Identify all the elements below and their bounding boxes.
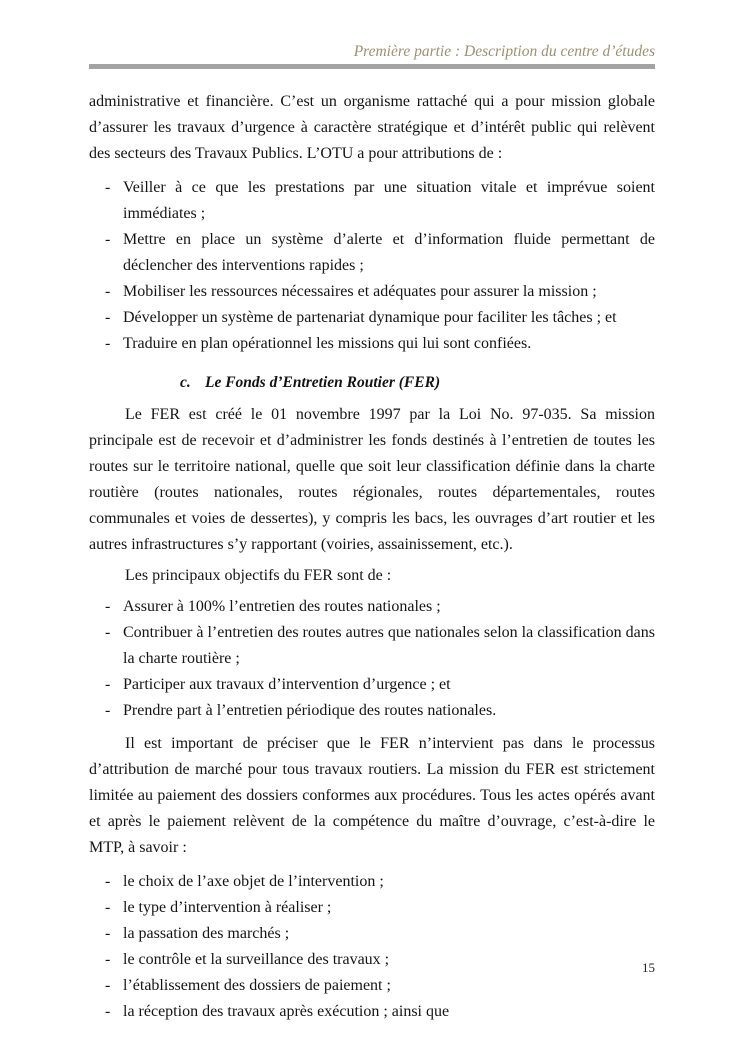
list-item [105, 895, 655, 921]
page-number: 15 [642, 960, 655, 975]
list-item-text: Mobiliser les ressources nécessaires et adéquates pour assurer la mission ; [123, 283, 597, 300]
list-item-text: le choix de l’axe objet de l’intervention ; [123, 873, 384, 890]
bullet-dash: - [105, 283, 111, 300]
list-item [105, 999, 655, 1025]
bullet-dash: - [105, 702, 111, 719]
paragraph-fer-precision: Il est important de préciser que le FER n’intervient pas dans le processus d’attribution de marché pour tous travaux routiers. La mission du FER est strictement limitée au paiement des dossiers conformes aux procédures. Tous les actes opérés avant et après le paiement relèvent de la compétence du maître d’ouvrage, c’est-à-dire le MTP, à savoir : [89, 735, 655, 856]
list-item-text: Participer aux travaux d’intervention d’urgence ; et [123, 676, 451, 693]
list-item [105, 921, 655, 947]
bullet-dash: - [105, 231, 111, 248]
list-item [105, 947, 655, 973]
bullet-dash: - [105, 598, 111, 615]
list-item [105, 973, 655, 999]
list-item-text: Veiller à ce que les prestations par une situation vitale et imprévue soient immédiates ; [123, 179, 655, 222]
list-item [105, 869, 655, 895]
list-item [105, 279, 655, 305]
header-rule [89, 64, 655, 69]
running-header [89, 42, 655, 69]
list-fer-objectifs [89, 594, 655, 724]
list-item-text: la réception des travaux après exécution ; ainsi que [123, 1003, 450, 1020]
section-heading-fer [180, 370, 655, 396]
list-item [105, 620, 655, 672]
list-item-text: Développer un système de partenariat dynamique pour faciliter les tâches ; et [123, 309, 617, 326]
list-item [105, 227, 655, 279]
bullet-dash: - [105, 951, 111, 968]
list-item-text: la passation des marchés ; [123, 925, 290, 942]
list-mtp-competences [89, 869, 655, 1025]
bullet-dash: - [105, 676, 111, 693]
paragraph-fer-objectifs-intro: Les principaux objectifs du FER sont de : [125, 567, 392, 584]
list-item [105, 175, 655, 227]
list-item-text: Assurer à 100% l’entretien des routes nationales ; [123, 598, 441, 615]
list-item [105, 305, 655, 331]
bullet-dash: - [105, 309, 111, 326]
list-item [105, 331, 655, 357]
bullet-dash: - [105, 899, 111, 916]
paragraph-otu-intro: administrative et financière. C’est un organisme rattaché qui a pour mission globale d’assurer les travaux d’urgence à caractère stratégique et d’intérêt public qui relèvent des secteurs des Travaux Publics. L’OTU a pour attributions de : [89, 93, 655, 162]
list-item-text: Contribuer à l’entretien des routes autres que nationales selon la classification dans la charte routière ; [123, 624, 655, 667]
paragraph-fer-creation: Le FER est créé le 01 novembre 1997 par la Loi No. 97-035. Sa mission principale est de recevoir et d’administrer les fonds destinés à l’entretien de toutes les routes sur le territoire national, quelle que soit leur classification définie dans la charte routière (routes nationales, routes régionales, routes départementales, routes communales et voies de dessertes), y compris les bacs, les ouvrages d’art routier et les autres infrastructures s’y rapportant (voiries, assainissement, etc.). [89, 406, 655, 553]
bullet-dash: - [105, 624, 111, 641]
bullet-dash: - [105, 873, 111, 890]
bullet-dash: - [105, 1003, 111, 1020]
list-item-text: le contrôle et la surveillance des travaux ; [123, 951, 390, 968]
list-item [105, 698, 655, 724]
running-header-title: Première partie : Description du centre d’études [353, 43, 655, 60]
list-item-text: l’établissement des dossiers de paiement ; [123, 977, 391, 994]
bullet-dash: - [105, 179, 111, 196]
list-item-text: Mettre en place un système d’alerte et d’information fluide permettant de déclencher des interventions rapides ; [123, 231, 655, 274]
bullet-dash: - [105, 335, 111, 352]
section-heading-number: c. [180, 374, 191, 391]
list-item-text: Traduire en plan opérationnel les missions qui lui sont confiées. [123, 335, 532, 352]
section-heading-title: Le Fonds d’Entretien Routier (FER) [205, 374, 441, 391]
list-item-text: le type d’intervention à réaliser ; [123, 899, 332, 916]
list-item [105, 594, 655, 620]
list-item [105, 672, 655, 698]
list-item-text: Prendre part à l’entretien périodique des routes nationales. [123, 702, 497, 719]
list-otu-attributions [89, 175, 655, 357]
bullet-dash: - [105, 977, 111, 994]
bullet-dash: - [105, 925, 111, 942]
